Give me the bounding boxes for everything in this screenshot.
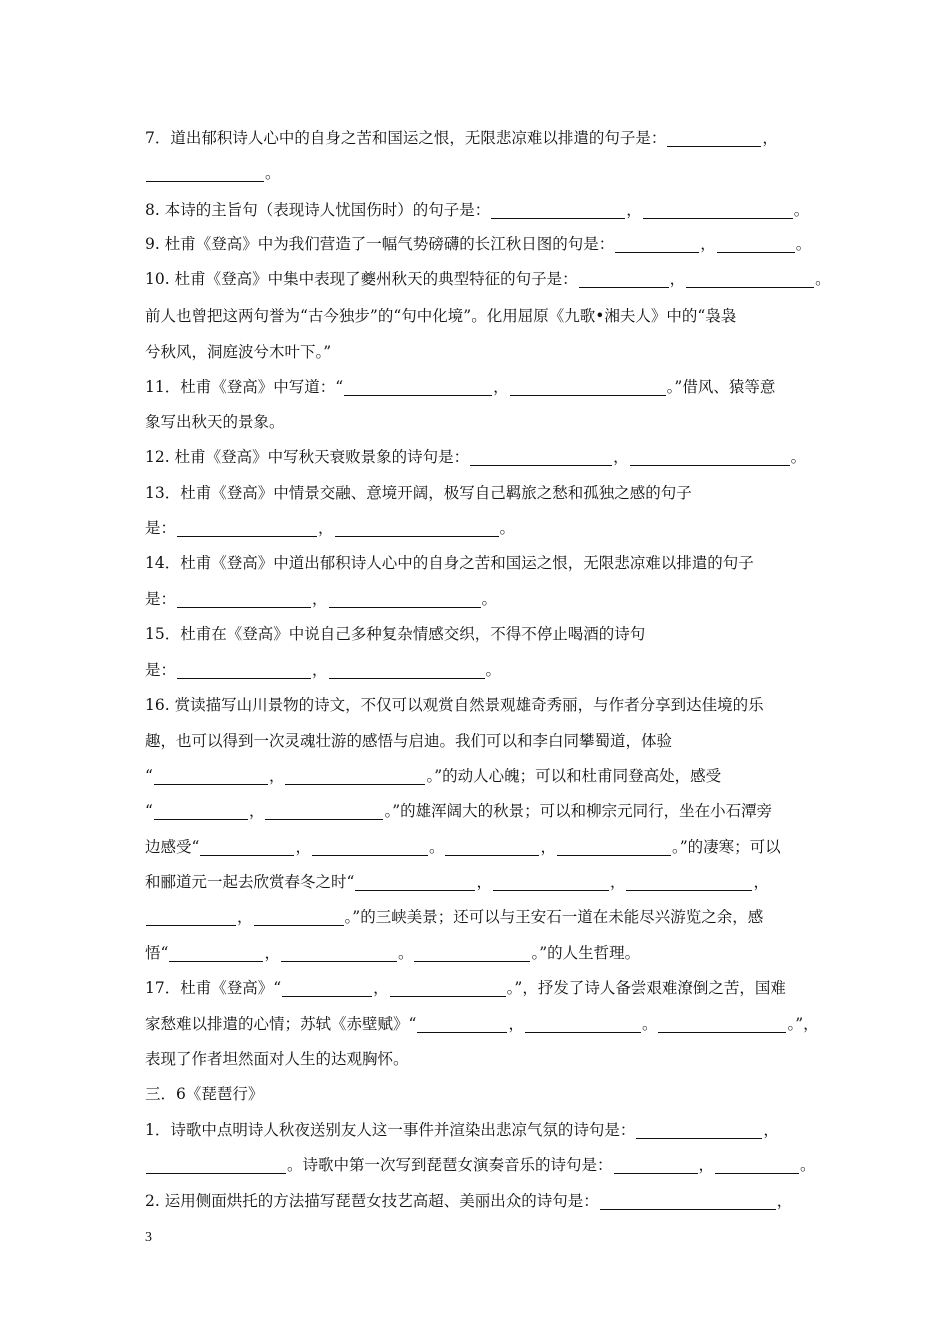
line-text: 表现了作者坦然面对人生的达观胸怀。 — [145, 1050, 409, 1068]
answer-blank[interactable] — [470, 449, 612, 466]
line-text: 。”借风、猿等意 — [666, 378, 776, 396]
answer-blank[interactable] — [636, 1122, 762, 1139]
line-text: 13．杜甫《登高》中情景交融、意境开阔，极写自己羁旅之愁和孤独之感的句子 — [145, 484, 692, 502]
line-text: 1．诗歌中点明诗人秋夜送别友人这一事件并渲染出悲凉气氛的诗句是： — [145, 1121, 636, 1139]
line-text: ， — [669, 270, 686, 288]
line-text: ， — [312, 661, 328, 679]
line-text: ， — [609, 873, 626, 891]
line-text: ， — [763, 1121, 779, 1139]
text-line — [145, 233, 812, 255]
line-text: 14．杜甫《登高》中道出郁积诗人心中的自身之苦和国运之恨，无限悲凉难以排遣的句子 — [145, 554, 754, 572]
text-line — [145, 1190, 807, 1212]
text-line — [145, 411, 807, 433]
line-text: 是： — [145, 661, 177, 679]
answer-blank[interactable] — [285, 768, 425, 785]
answer-blank[interactable] — [600, 1193, 776, 1210]
answer-blank[interactable] — [154, 768, 268, 785]
line-text: ， — [476, 873, 492, 891]
answer-blank[interactable] — [525, 1016, 641, 1033]
answer-blank[interactable] — [390, 980, 506, 997]
line-text: ， — [318, 519, 334, 537]
answer-blank[interactable] — [667, 130, 761, 147]
text-line — [145, 552, 807, 574]
text-line — [145, 906, 807, 928]
answer-blank[interactable] — [335, 520, 499, 537]
text-line — [145, 977, 807, 999]
text-line — [145, 1013, 819, 1035]
text-line — [145, 446, 807, 468]
line-text: 。 — [428, 838, 445, 856]
line-text: 。 — [815, 270, 831, 288]
line-text: ， — [613, 448, 629, 466]
line-text: 15．杜甫在《登高》中说自己多种复杂情感交织，不得不停止喝酒的诗句 — [145, 625, 646, 643]
line-text: 和郦道元一起去欣赏春冬之时“ — [145, 873, 355, 891]
text-line — [145, 694, 807, 716]
line-text: 。”的雄浑阔大的秋景；可以和柳宗元同行，坐在小石潭旁 — [384, 802, 773, 820]
line-text: 象写出秋天的景象。 — [145, 413, 285, 431]
line-text: 前人也曾把这两句誉为“古今独步”的“句中化境”。化用屈原《九歌•湘夫人》中的“袅袅 — [145, 307, 737, 325]
answer-blank[interactable] — [177, 520, 317, 537]
answer-blank[interactable] — [265, 803, 383, 820]
line-text: 。 — [800, 1156, 816, 1174]
answer-blank[interactable] — [445, 839, 539, 856]
line-text: ， — [248, 802, 265, 820]
text-line — [145, 341, 807, 363]
line-text: 。 — [793, 201, 810, 219]
answer-blank[interactable] — [254, 909, 344, 926]
line-text: ， — [295, 838, 311, 856]
line-text: 趣，也可以得到一次灵魂壮游的感悟与启迪。我们可以和李白同攀蜀道，体验 — [145, 732, 673, 750]
line-text: 16. 赏读描写山川景物的诗文，不仅可以观赏自然景观雄奇秀丽，与作者分享到达佳境的乐 — [145, 696, 764, 714]
answer-blank[interactable] — [200, 839, 294, 856]
text-line — [145, 517, 807, 539]
line-text: 。 — [265, 164, 281, 182]
line-text: ， — [373, 979, 389, 997]
line-text: 11．杜甫《登高》中写道：“ — [145, 378, 344, 396]
line-text: 边感受“ — [145, 838, 200, 856]
line-text: 是： — [145, 590, 177, 608]
text-line — [145, 1083, 807, 1105]
answer-blank[interactable] — [614, 1157, 698, 1174]
text-line — [145, 268, 831, 290]
text-line — [145, 588, 807, 610]
text-line — [145, 199, 810, 221]
answer-blank[interactable] — [493, 874, 609, 891]
answer-blank[interactable] — [282, 980, 372, 997]
line-text: 。 — [499, 519, 516, 537]
line-text: 7．道出郁积诗人心中的自身之苦和国运之恨，无限悲凉难以排遣的句子是： — [145, 129, 667, 147]
text-line — [145, 1048, 807, 1070]
line-text: ， — [493, 378, 509, 396]
line-text: ， — [626, 201, 642, 219]
line-text: 。 — [397, 944, 414, 962]
answer-blank[interactable] — [355, 874, 475, 891]
line-text: 。”的凄寒；可以 — [671, 838, 781, 856]
line-text: ， — [698, 1156, 715, 1174]
text-line — [145, 800, 807, 822]
page-number: 3 — [145, 1230, 152, 1245]
line-text: ， — [312, 590, 328, 608]
text-line — [145, 871, 807, 893]
answer-blank[interactable] — [686, 271, 814, 288]
line-text: 。”，抒发了诗人备尝艰难潦倒之苦，国难 — [506, 979, 786, 997]
text-line — [145, 836, 807, 858]
text-line — [145, 659, 807, 681]
answer-blank[interactable] — [626, 874, 752, 891]
answer-blank[interactable] — [329, 662, 485, 679]
line-text: ， — [700, 235, 716, 253]
line-text: ， — [540, 838, 556, 856]
line-text: 。 — [481, 590, 498, 608]
text-line — [145, 765, 807, 787]
answer-blank[interactable] — [510, 379, 666, 396]
answer-blank[interactable] — [417, 1016, 507, 1033]
line-text: 。 — [790, 448, 807, 466]
answer-blank[interactable] — [414, 945, 530, 962]
answer-blank[interactable] — [146, 909, 236, 926]
text-line — [145, 623, 807, 645]
line-text: 9. 杜甫《登高》中为我们营造了一幅气势磅礴的长江秋日图的句是： — [145, 235, 615, 253]
answer-blank[interactable] — [312, 839, 428, 856]
text-line — [145, 305, 807, 327]
line-text: 。”， — [787, 1015, 819, 1033]
text-line — [145, 482, 807, 504]
line-text: ， — [268, 767, 285, 785]
answer-blank[interactable] — [630, 449, 790, 466]
line-text: 。 — [485, 661, 502, 679]
line-text: 兮秋风，洞庭波兮木叶下。” — [145, 343, 332, 361]
answer-blank[interactable] — [658, 1016, 786, 1033]
line-text: 10. 杜甫《登高》中集中表现了夔州秋天的典型特征的句子是： — [145, 270, 578, 288]
line-text: 悟“ — [145, 944, 169, 962]
line-text: ， — [508, 1015, 524, 1033]
line-text: 2. 运用侧面烘托的方法描写琵琶女技艺高超、美丽出众的诗句是： — [145, 1192, 599, 1210]
line-text: 三．6《琵琶行》 — [145, 1085, 264, 1103]
text-line — [145, 730, 807, 752]
answer-blank[interactable] — [154, 803, 248, 820]
answer-blank[interactable] — [715, 1157, 799, 1174]
answer-blank[interactable] — [579, 271, 669, 288]
line-text: 。”的动人心魄；可以和杜甫同登高处，感受 — [426, 767, 722, 785]
text-line — [145, 1154, 816, 1176]
line-text: ， — [237, 908, 253, 926]
line-text: 。诗歌中第一次写到琵琶女演奏音乐的诗句是： — [287, 1156, 613, 1174]
answer-blank[interactable] — [177, 591, 311, 608]
line-text: ， — [776, 1192, 793, 1210]
line-text: 12. 杜甫《登高》中写秋天衰败景象的诗句是： — [145, 448, 470, 466]
line-text: 。 — [641, 1015, 658, 1033]
line-text: 。”的人生哲理。 — [531, 944, 641, 962]
line-text: ， — [762, 129, 778, 147]
answer-blank[interactable] — [329, 591, 481, 608]
text-line — [145, 1119, 807, 1141]
text-line — [145, 162, 807, 184]
answer-blank[interactable] — [557, 839, 671, 856]
answer-blank[interactable] — [344, 379, 492, 396]
line-text: ， — [264, 944, 280, 962]
line-text: 17．杜甫《登高》“ — [145, 979, 282, 997]
line-text: 。 — [795, 235, 812, 253]
answer-blank[interactable] — [177, 662, 311, 679]
answer-blank[interactable] — [717, 236, 795, 253]
answer-blank[interactable] — [491, 202, 625, 219]
text-line — [145, 376, 807, 398]
line-text: 8. 本诗的主旨句（表现诗人忧国伤时）的句子是： — [145, 201, 491, 219]
line-text: 是： — [145, 519, 177, 537]
line-text: “ — [145, 767, 153, 785]
answer-blank[interactable] — [615, 236, 699, 253]
answer-blank[interactable] — [169, 945, 263, 962]
line-text: ， — [753, 873, 769, 891]
answer-blank[interactable] — [281, 945, 397, 962]
text-line — [145, 942, 807, 964]
answer-blank[interactable] — [643, 202, 793, 219]
line-text: 。”的三峡美景；还可以与王安石一道在未能尽兴游览之余，感 — [344, 908, 764, 926]
text-line — [145, 127, 807, 149]
line-text: “ — [145, 802, 153, 820]
answer-blank[interactable] — [146, 165, 264, 182]
line-text: 家愁难以排遣的心情；苏轼《赤壁赋》“ — [145, 1015, 417, 1033]
answer-blank[interactable] — [146, 1157, 286, 1174]
